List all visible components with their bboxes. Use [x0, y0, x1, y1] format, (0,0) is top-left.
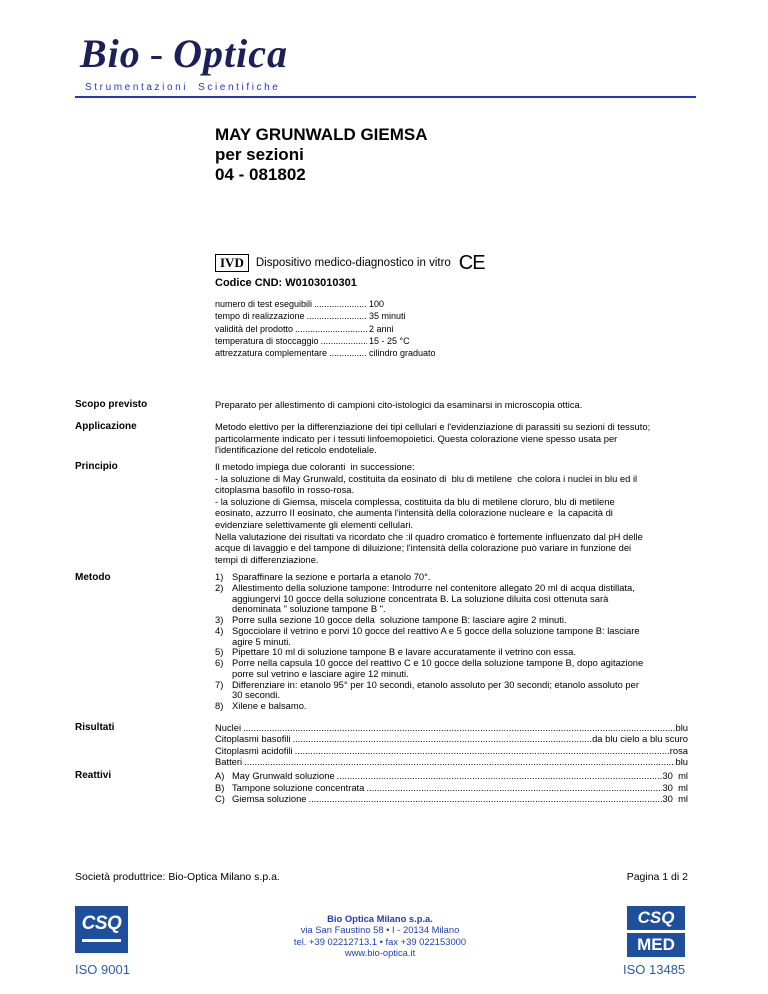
paragraph-line: acque di lavaggio e del tampone di diluizione; l'intensità della colorazione può variare in funzione dei: [215, 542, 632, 554]
spec-label: validità del prodotto: [215, 323, 294, 334]
step-line: Porre sulla sezione 10 gocce della soluzione tampone B: lasciare agire 2 minuti.: [232, 614, 567, 625]
section-label-risultati: Risultati: [75, 722, 115, 733]
result-value: rosa: [669, 744, 688, 756]
logo-tagline: [85, 81, 280, 94]
result-row: [215, 745, 688, 756]
dot-leader: [335, 770, 663, 782]
dot-leader: [327, 347, 367, 359]
paragraph-line: Il metodo impiega due coloranti in successione:: [215, 461, 415, 472]
spec-label: tempo di realizzazione: [215, 311, 305, 322]
dot-leader: [305, 310, 367, 322]
step-number: 6): [215, 657, 224, 668]
section-label-reattivi: Reattivi: [75, 770, 112, 781]
step-line: denominata " soluzione tampone B ".: [232, 603, 386, 615]
dot-leader: [312, 298, 367, 310]
step-number: 3): [215, 614, 224, 625]
method-step: [215, 626, 690, 648]
csq-med-logo-bottom-icon: MED: [627, 933, 685, 957]
spec-label: attrezzatura complementare: [215, 348, 328, 359]
step-number: 8): [215, 700, 224, 711]
step-number: 2): [215, 581, 224, 593]
dot-leader: [293, 745, 670, 756]
ivd-badge: IVD: [215, 254, 249, 272]
ivd-row: [215, 253, 485, 273]
dot-leader: [319, 335, 367, 347]
section-body-risultati: [215, 722, 688, 767]
csq-logo-text: CSQ: [81, 913, 122, 934]
logo-word-bio: Bio: [80, 31, 141, 76]
paragraph-line: Nella valutazione dei risultati va ricordato che :il quadro cromatico è fortemente influenzato dal pH delle: [215, 530, 643, 542]
section-body-principio: [215, 461, 690, 565]
step-line: porre sul vetrino e lasciare agire 12 minuti.: [232, 667, 409, 679]
producer-line: Società produttrice: Bio-Optica Milano s.p.a.: [75, 871, 280, 883]
method-step: [215, 701, 690, 712]
paragraph-line: evidenziare selettivamente gli elementi cellulari.: [215, 518, 414, 530]
reagent-label: May Grunwald soluzione: [232, 770, 335, 781]
paragraph-line: citoplasma basofilo in rosso-rosa.: [215, 484, 355, 496]
paragraph-line: particolarmente indicato per i tessuti linfoemopoietici. Questa colorazione viene spesso usata per: [215, 432, 618, 444]
step-line: agire 5 minuti.: [232, 635, 291, 647]
result-label: Batteri: [215, 755, 243, 767]
section-body-metodo: [215, 572, 690, 712]
codice-cnd: Codice CND: W0103010301: [215, 277, 357, 289]
spec-row: [215, 347, 436, 359]
dot-leader: [364, 782, 662, 794]
iso-9001-label: ISO 9001: [75, 962, 130, 977]
paragraph-line: - la soluzione di Giemsa, miscela complessa, costituita da blu di metilene cloruro, blu di metilene: [215, 495, 615, 507]
csq-logo-icon: [75, 906, 128, 953]
dot-leader: [307, 793, 663, 805]
bio-optica-logo: [80, 31, 288, 77]
spec-row: [215, 298, 436, 310]
reagent-row: [215, 770, 688, 782]
reagent-volume: 30 ml: [662, 770, 688, 781]
section-label-scopo: Scopo previsto: [75, 399, 148, 410]
result-value: blu: [675, 722, 688, 733]
section-body-reattivi: [215, 770, 688, 805]
reagent-row: [215, 793, 688, 805]
step-line: 30 secondi.: [232, 689, 280, 701]
spec-row: [215, 335, 436, 347]
spec-value: 15 - 25 °C: [369, 335, 410, 346]
company-phone: tel. +39 02212713.1 • fax +39 022153000: [293, 935, 467, 947]
reagent-volume: 30 ml: [662, 781, 688, 793]
title-product-code: 04 - 081802: [215, 165, 306, 184]
company-website: www.bio-optica.it: [344, 947, 416, 959]
step-line: Porre nella capsula 10 gocce del reattivo C e 10 gocce della soluzione tampone B, dopo agitazione: [232, 657, 644, 668]
logo-dash: -: [149, 31, 165, 76]
tagline-word-1: Strumentazioni: [85, 82, 189, 93]
result-value: blu: [675, 755, 688, 767]
spec-label: numero di test eseguibili: [215, 299, 313, 309]
dot-leader: [242, 756, 675, 767]
spec-value: 2 anni: [369, 323, 394, 334]
paragraph-line: Preparato per allestimento di campioni cito-istologici da esaminarsi in microscopia ottica.: [215, 399, 583, 410]
result-label: Citoplasmi acidofili: [215, 744, 293, 756]
result-row: [215, 756, 688, 767]
step-number: 1): [215, 571, 224, 582]
spec-value: 35 minuti: [369, 311, 406, 322]
company-address: via San Faustino 58 • I - 20134 Milano: [300, 924, 460, 936]
spec-row: [215, 310, 436, 322]
ce-mark-icon: CE: [458, 252, 485, 274]
reagent-label: Giemsa soluzione: [232, 793, 307, 805]
section-body-applicazione: [215, 421, 690, 456]
result-value: da blu cielo a blu scuro: [592, 733, 688, 745]
dot-leader: [291, 733, 593, 744]
reagent-label: Tampone soluzione concentrata: [232, 781, 365, 793]
reagent-letter: B): [215, 781, 225, 793]
logo-word-optica: Optica: [173, 31, 288, 76]
dot-leader: [241, 722, 675, 733]
step-number: 5): [215, 646, 224, 658]
paragraph-line: tempi di differenziazione.: [215, 553, 319, 565]
method-step: [215, 658, 690, 680]
header-rule: [75, 96, 696, 98]
reagent-letter: A): [215, 770, 225, 781]
title-line-1: MAY GRUNWALD GIEMSA: [215, 125, 428, 144]
reagent-letter: C): [215, 793, 225, 805]
paragraph-line: - la soluzione di May Grunwald, costituita da eosinato di blu di metilene che colora i nuclei in blu ed il: [215, 472, 638, 484]
paragraph-line: l'identificazione del reticolo endoteliale.: [215, 444, 377, 456]
section-label-principio: Principio: [75, 461, 118, 472]
product-title: [215, 125, 428, 185]
section-body-scopo: [215, 399, 690, 411]
csq-logo-bar: [82, 939, 121, 942]
result-row: [215, 722, 688, 733]
spec-value: 100: [369, 299, 385, 309]
result-label: Nuclei: [215, 722, 242, 733]
company-address-block: [240, 913, 520, 959]
step-line: Sgocciolare il vetrino e porvi 10 gocce del reattivo A e 5 gocce della soluzione tampone B: lasciare: [232, 624, 640, 636]
tagline-word-2: Scientifiche: [198, 82, 281, 93]
product-specs: [215, 298, 436, 359]
company-name: Bio Optica Milano s.p.a.: [327, 913, 433, 924]
method-step: [215, 583, 690, 615]
step-line: Pipettare 10 ml di soluzione tampone B e lavare accuratamente il vetrino con essa.: [232, 646, 576, 658]
ivd-description: Dispositivo medico-diagnostico in vitro: [255, 257, 451, 269]
iso-13485-label: ISO 13485: [623, 962, 686, 977]
spec-value: cilindro graduato: [369, 348, 436, 359]
reagent-volume: 30 ml: [662, 793, 688, 805]
result-row: [215, 733, 688, 744]
dot-leader: [293, 323, 367, 335]
page-number: Pagina 1 di 2: [626, 871, 688, 883]
step-number: 4): [215, 624, 224, 636]
reagent-row: [215, 782, 688, 794]
step-line: aggiungervi 10 gocce della soluzione concentrata B. La soluzione diluita così ottenuta sarà: [232, 592, 609, 604]
method-step: [215, 680, 690, 702]
step-line: Differenziare in: etanolo 95° per 10 secondi, etanolo assoluto per 30 secondi; etanolo assoluto per: [232, 678, 639, 690]
section-label-metodo: Metodo: [75, 572, 111, 583]
section-label-applicazione: Applicazione: [75, 421, 137, 432]
step-line: Allestimento della soluzione tampone: Introdurre nel contenitore allegato 20 ml di acqua distillata,: [232, 581, 635, 593]
result-label: Citoplasmi basofili: [215, 733, 291, 745]
spec-row: [215, 323, 436, 335]
spec-label: temperatura di stoccaggio: [215, 335, 319, 346]
csq-med-logo-top-icon: CSQ: [627, 906, 685, 930]
step-line: Sparaffinare la sezione e portarla a etanolo 70°.: [232, 571, 431, 582]
step-number: 7): [215, 678, 224, 690]
title-line-2: per sezioni: [215, 145, 304, 164]
paragraph-line: eosinato, azzurro II eosinato, che aumenta l'intensità della colorazione nucleare e la capacità di: [215, 507, 613, 519]
step-line: Xilene e balsamo.: [232, 700, 307, 711]
paragraph-line: Metodo elettivo per la differenziazione dei tipi cellulari e l'evidenziazione di parassiti su sezioni di tessuto;: [215, 421, 651, 432]
